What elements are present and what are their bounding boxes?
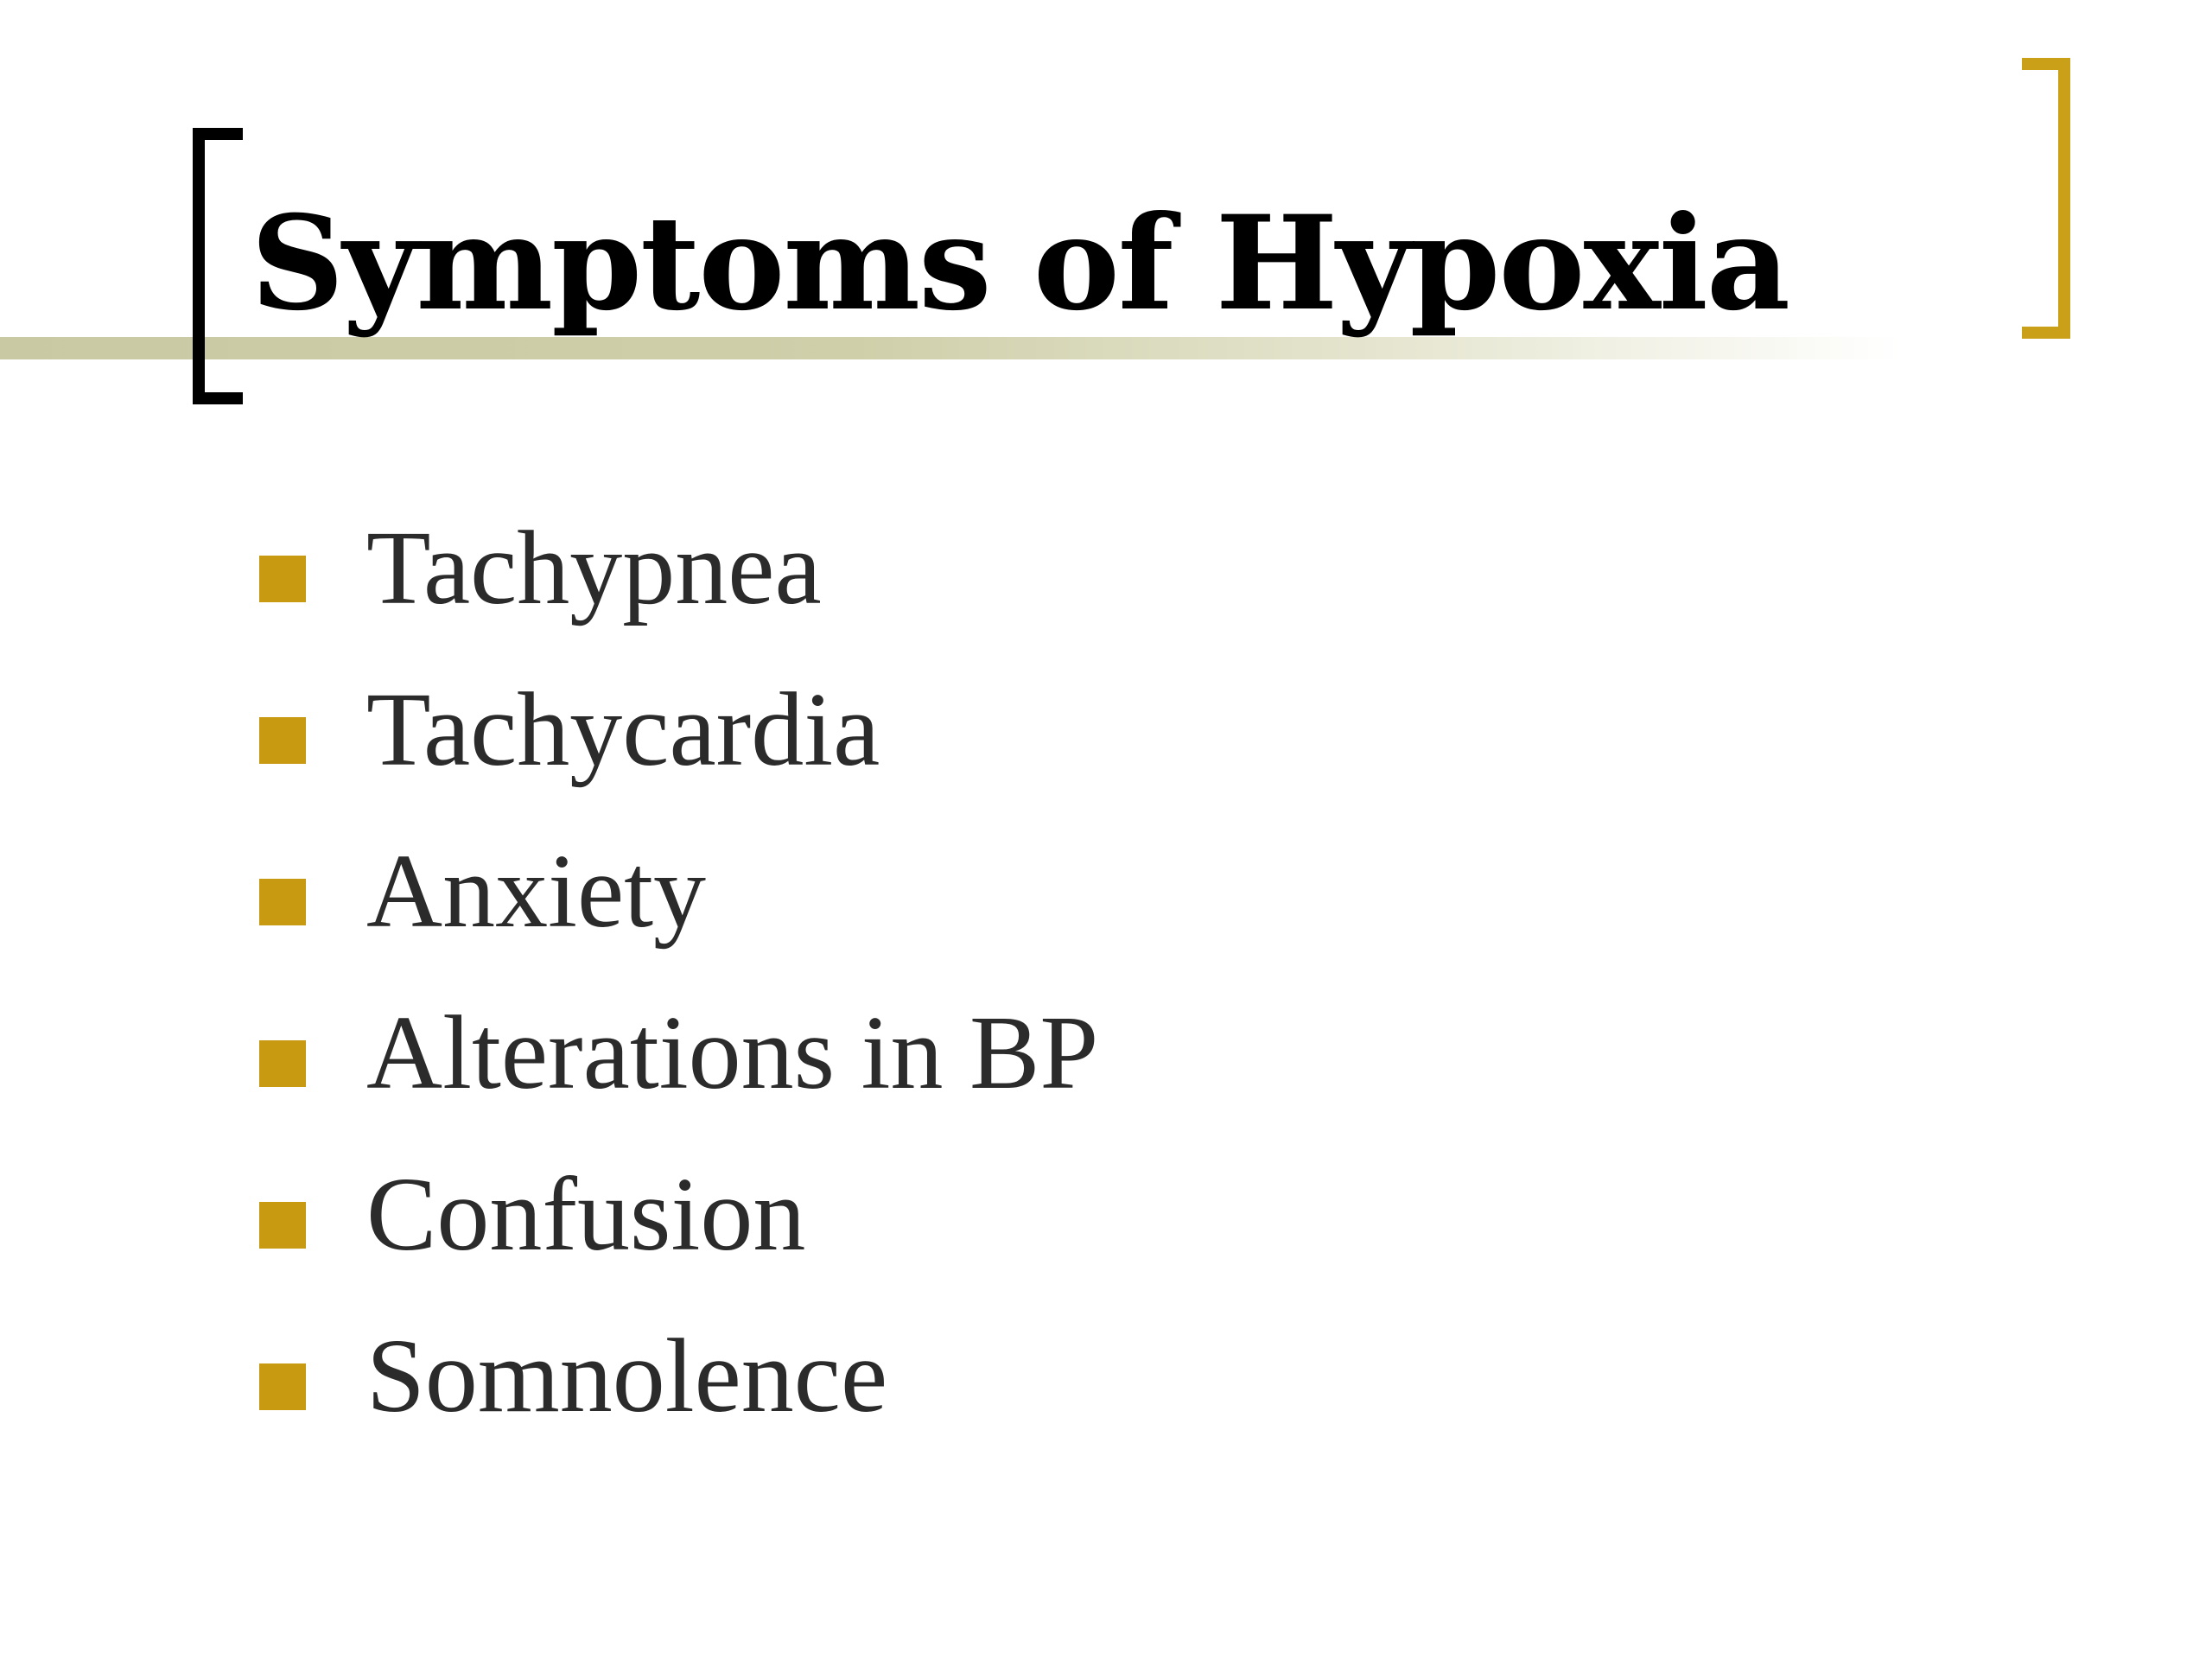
- bullet-text: Alterations in BP: [366, 995, 1099, 1111]
- square-bullet-icon: [259, 879, 306, 925]
- square-bullet-icon: [259, 556, 306, 602]
- square-bullet-icon: [259, 1363, 306, 1410]
- slide-title: Symptoms of Hypoxia: [251, 188, 1789, 340]
- bullet-text: Tachycardia: [366, 671, 880, 788]
- bullet-text: Tachypnea: [366, 510, 822, 626]
- bullet-text: Somnolence: [366, 1318, 888, 1434]
- square-bullet-icon: [259, 1040, 306, 1087]
- left-bracket-icon: [193, 128, 243, 404]
- bullet-text: Confusion: [366, 1156, 806, 1273]
- square-bullet-icon: [259, 1202, 306, 1249]
- bullet-text: Anxiety: [366, 833, 707, 950]
- right-bracket-icon: [2022, 58, 2070, 339]
- square-bullet-icon: [259, 717, 306, 764]
